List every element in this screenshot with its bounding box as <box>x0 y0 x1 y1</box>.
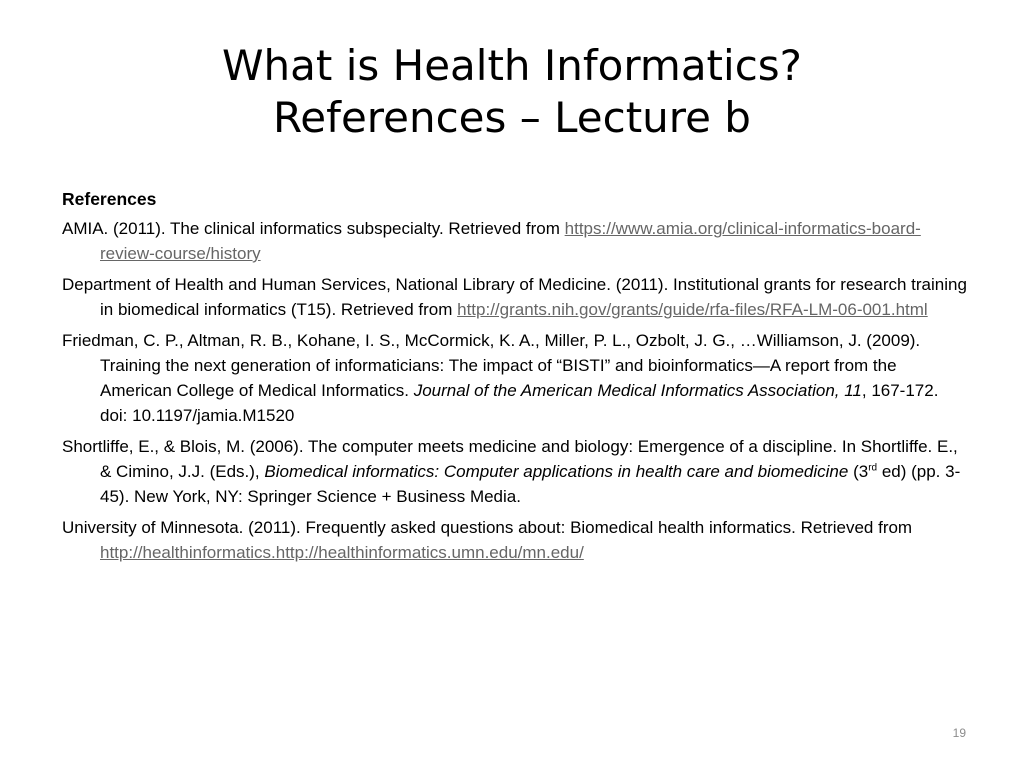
reference-friedman <box>62 328 967 428</box>
reference-journal-title: Journal of the American Medical Informatics Association, 11 <box>413 381 862 400</box>
page-number: 19 <box>952 726 966 740</box>
slide-title <box>0 40 1024 144</box>
reference-text-after: , 167-172. doi: 10.1197/jamia.M1520 <box>100 381 939 425</box>
reference-superscript: rd <box>868 462 878 474</box>
reference-text: Department of Health and Human Services, National Library of Medicine. (2011). Institutional grants for research training in biomedical informatics (T15). Retrieved from <box>62 275 967 319</box>
slide-title-line-1: What is Health Informatics? <box>222 41 802 90</box>
reference-umn <box>62 515 967 565</box>
reference-book-title: Biomedical informatics: Computer applications in health care and biomedicine <box>264 462 849 481</box>
reference-text: AMIA. (2011). The clinical informatics subspecialty. Retrieved from <box>62 219 565 238</box>
references-section <box>62 186 967 571</box>
references-heading: References <box>62 189 157 209</box>
reference-text: Shortliffe, E., & Blois, M. (2006). The computer meets medicine and biology: Emergence of a discipline. In Shortliffe. E., & Cimino, J.J. (Eds.), <box>62 437 958 481</box>
reference-text: Friedman, C. P., Altman, R. B., Kohane, I. S., McCormick, K. A., Miller, P. L., Ozbolt, J. G., …Williamson, J. (2009). Training the next generation of informaticians: The impact of “BISTI” and bioinformatics—A report from the American College of Medical Informatics. <box>62 331 921 400</box>
reference-link-amia[interactable]: https://www.amia.org/clinical-informatics-board-review-course/history <box>100 219 921 263</box>
reference-text: University of Minnesota. (2011). Frequently asked questions about: Biomedical health informatics. Retrieved from <box>62 518 913 537</box>
reference-amia <box>62 216 967 266</box>
reference-text-after: ed) (pp. 3-45). New York, NY: Springer Science + Business Media. <box>100 462 961 506</box>
reference-link-umn[interactable]: http://healthinformatics.http://healthinformatics.umn.edu/mn.edu/ <box>100 543 584 562</box>
reference-hhs <box>62 272 967 322</box>
slide-title-line-2: References – Lecture b <box>273 93 751 142</box>
reference-link-nih[interactable]: http://grants.nih.gov/grants/guide/rfa-files/RFA-LM-06-001.html <box>457 300 928 319</box>
reference-shortliffe <box>62 434 967 509</box>
reference-text-mid: (3 <box>848 462 869 481</box>
